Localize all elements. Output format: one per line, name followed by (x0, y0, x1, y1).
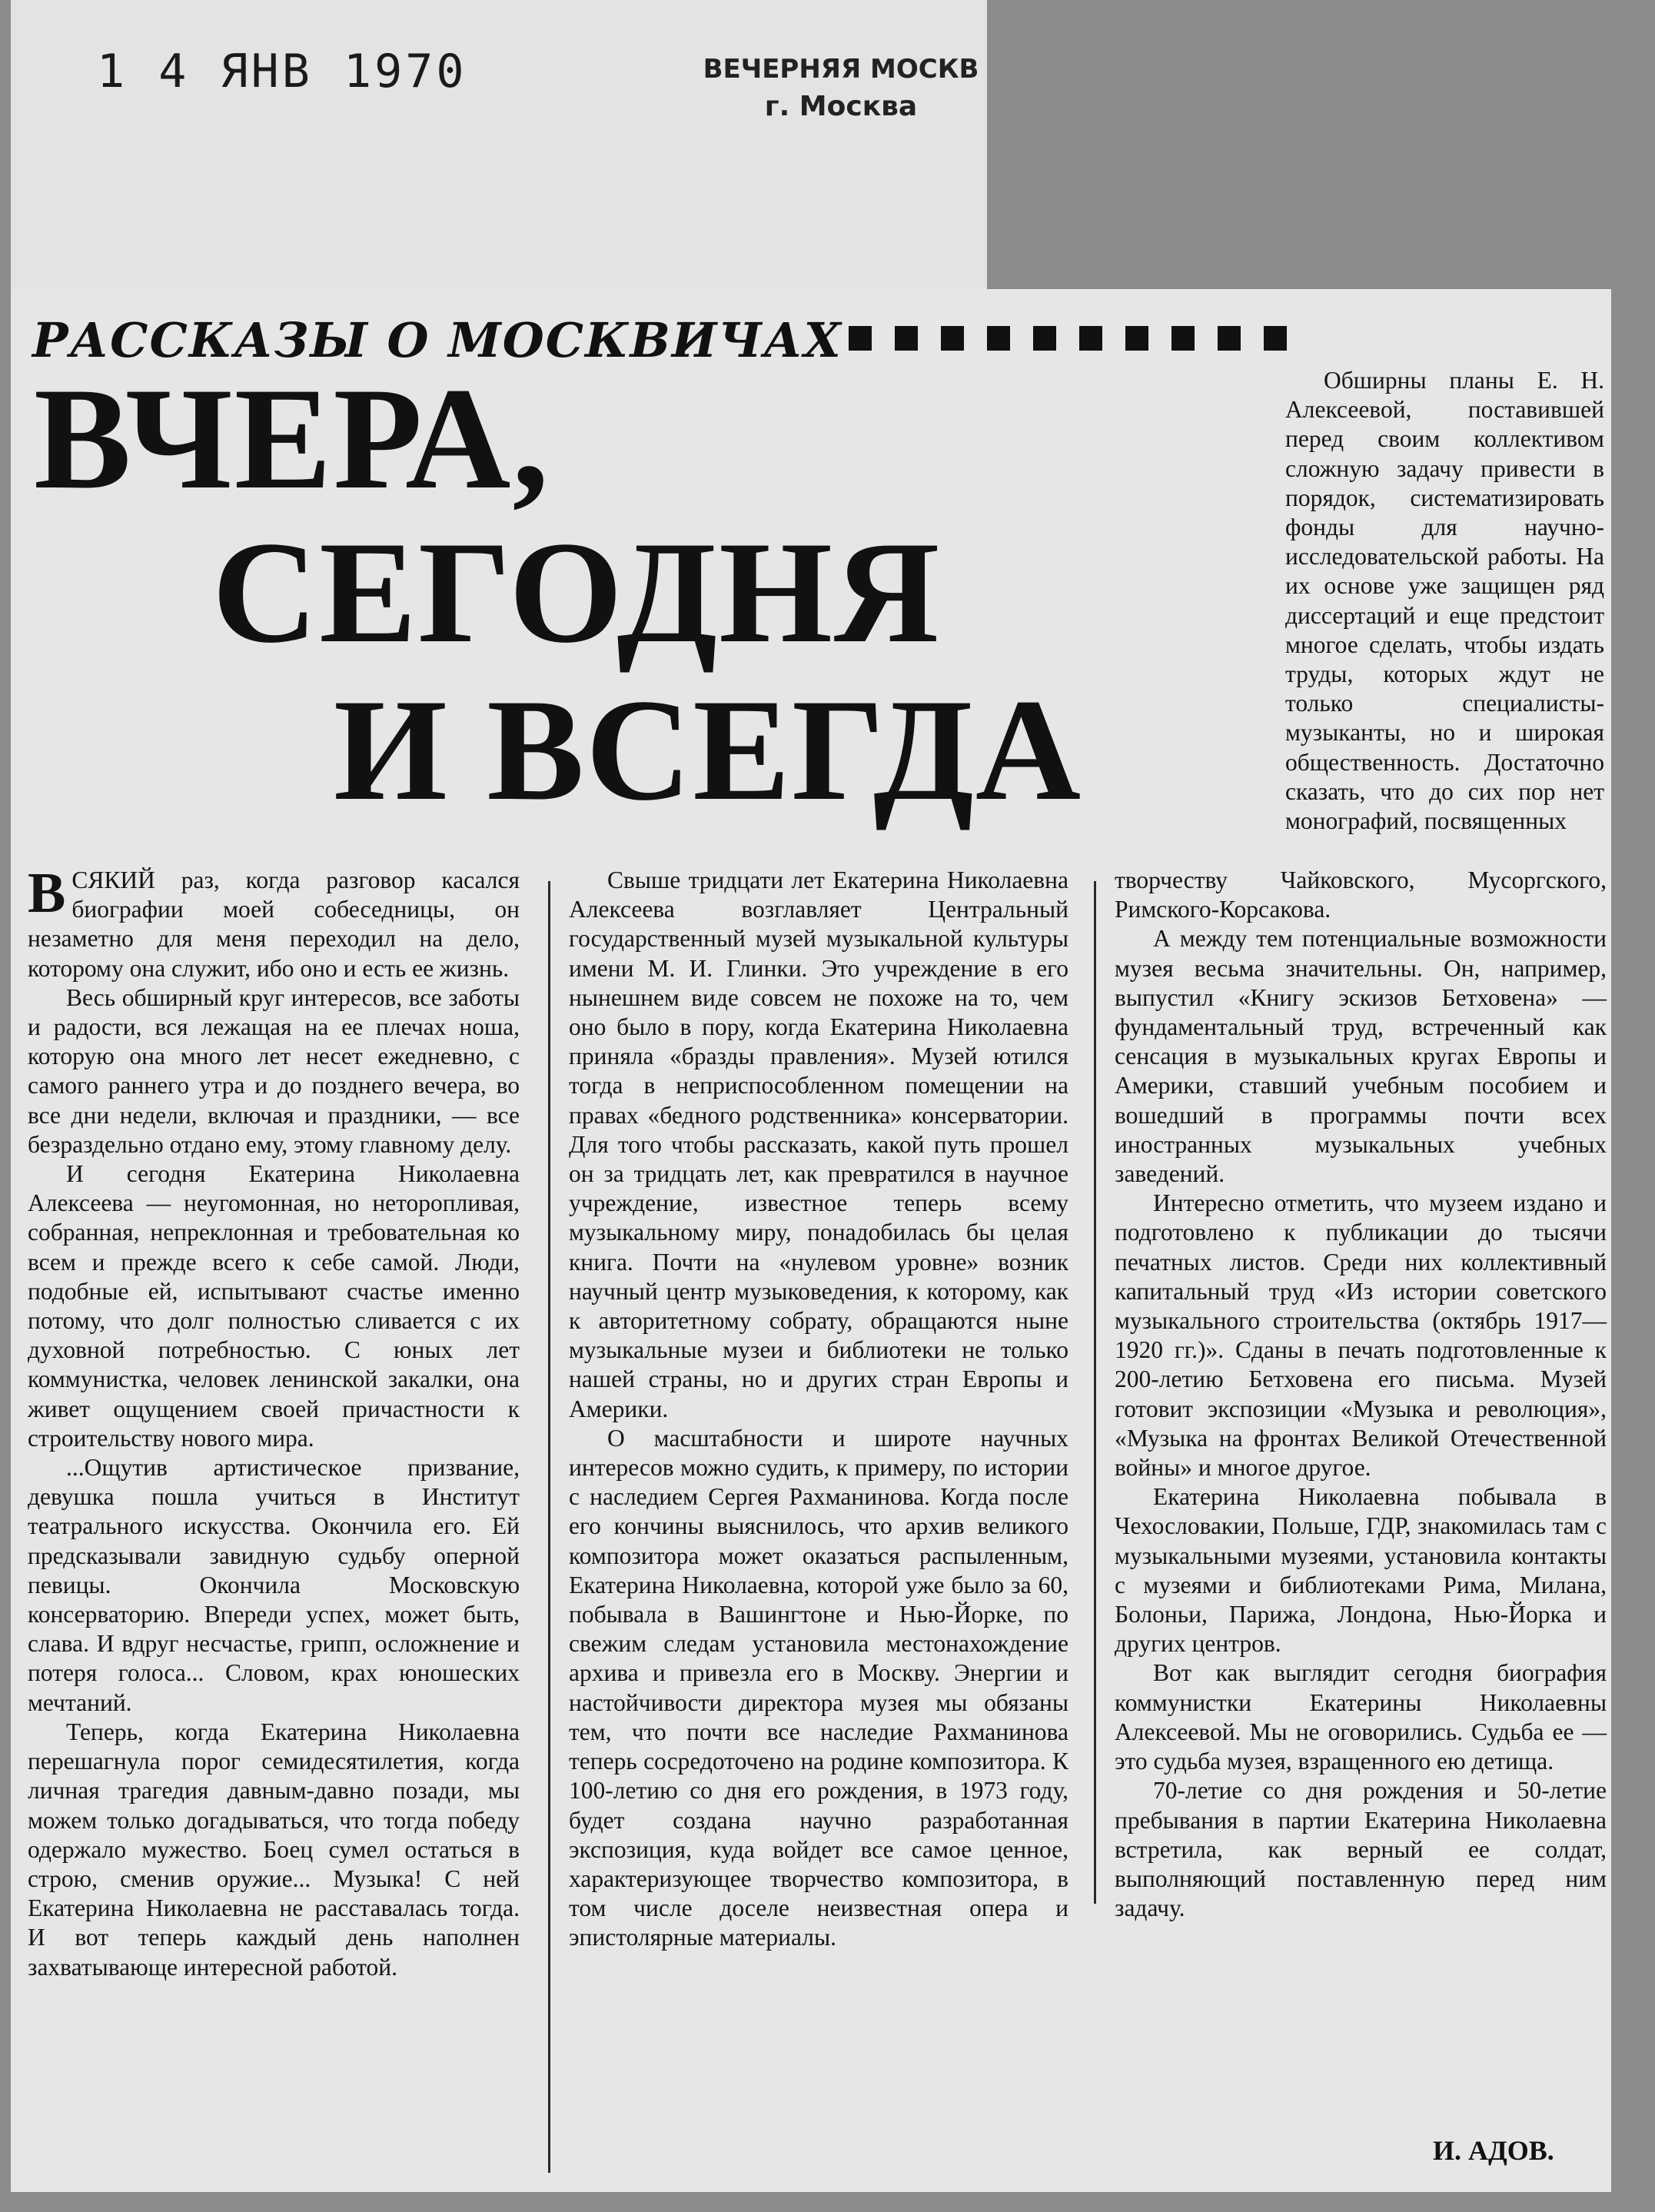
article-column-3 (1115, 866, 1607, 1923)
stamp-newspaper (687, 54, 995, 122)
paragraph: Интересно отметить, что музеем издано и подготовлено к публикации до тысячи печатных листов. Среди них коллективный капитальный труд «Из истории советского музыкального строительства (октябрь 1917—1920 гг.)». Сданы в печать подготовленные к 200-летию Бетховена его письма. Музей готовит экспозиции «Музыка и революция», «Музыка на фронтах Великой Отечественной войны» и многое другое. (1115, 1189, 1607, 1482)
paragraph: ВСЯКИЙ раз, когда разговор касался биографии моей собеседницы, он незаметно для меня переходил на дело, которому она служит, ибо оно и есть ее жизнь. (28, 862, 520, 982)
drop-cap: В (28, 862, 66, 925)
paragraph: Теперь, когда Екатерина Николаевна перешагнула порог семидесятилетия, когда личная трагедия давным-давно позади, мы можем только догадываться, что тогда победу одержало мужество. Боец сумел остаться в строю, сменив оружие... Музыка! С ней Екатерина Николаевна не расставалась тогда. И вот теперь каждый день наполнен захватывающе интересной работой. (28, 1718, 520, 1981)
stamp-date: 1 4 ЯНВ 1970 (97, 45, 467, 98)
article-column-2 (569, 866, 1068, 1953)
rubric-decoration (849, 326, 1287, 357)
paragraph: Весь обширный круг интересов, все заботы и радости, вся лежащая на ее плечах ноша, которую она много лет несет ежедневно, с самого раннего утра и до позднего вечера, во все дни недели, включая и праздники, — все безраздельно отдано ему, этому главному делу. (28, 983, 520, 1158)
article-column-1 (28, 862, 520, 1982)
paragraph: 70-летие со дня рождения и 50-летие пребывания в партии Екатерина Николаевна встретила, как верный ее солдат, выполняющий поставленную перед ним задачу. (1115, 1777, 1607, 1922)
paragraph: творчеству Чайковского, Мусоргского, Римского-Корсакова. (1115, 867, 1607, 923)
paragraph: А между тем потенциальные возможности музея весьма значительны. Он, например, выпустил «Книгу эскизов Бетховена» — фундаментальный труд, встреченный как сенсация в музыкальных кругах Европы и Америки, ставший учебным пособием и вошедший в программы почти всех иностранных музыкальных учебных заведений. (1115, 925, 1607, 1188)
column-divider (548, 881, 550, 2173)
paragraph: О масштабности и широте научных интересов можно судить, к примеру, по истории с наследием Сергея Рахманинова. Когда после его кончины выяснилось, что архив великого композитора может оказаться распыленным, Екатерина Николаевна, которой уже было за 60, побывала в Вашингтоне и Нью-Йорке, по свежим следам установила местонахождение архива и привезла его в Москву. Энергии и настойчивости директора музея мы обязаны тем, что почти все наследие Рахманинова теперь сосредоточено на родине композитора. К 100-летию со дня его рождения, в 1973 году, будет создана научно разработанная экспозиция, куда войдет все самое ценное, характеризующее творчество композитора, в том числе доселе неизвестная опера и эпистолярные материалы. (569, 1424, 1068, 1951)
headline-line-3: И ВСЕГДА (334, 670, 1083, 831)
paragraph: ...Ощутив артистическое призвание, девушка пошла учиться в Институт театрального искусства. Окончила его. Ей предсказывали завидную судьбу оперной певицы. Окончила Московскую консерваторию. Впереди успех, может быть, слава. И вдруг несчастье, грипп, осложнение и потеря голоса... Словом, крах юношеских мечтаний. (28, 1454, 520, 1716)
headline-line-2: СЕГОДНЯ (212, 512, 942, 674)
stamp-city: г. Москва (764, 91, 918, 122)
author-signature: И. АДОВ. (1433, 2135, 1554, 2166)
headline-line-1: ВЧЕРА, (34, 358, 550, 520)
archive-stamp-area (11, 0, 987, 292)
sidebar-paragraph: Обширны планы Е. Н. Алексеевой, поставившей перед своим коллективом сложную задачу привести в порядок, систематизировать фонды для научно-исследовательской работы. На их основе уже защищен ряд диссертаций и еще предстоит многое сделать, чтобы издать труды, которых ждут не только специалисты-музыканты, но и широкая общественность. Достаточно сказать, что до сих пор нет монографий, посвященных (1285, 367, 1604, 835)
column-divider (1094, 881, 1096, 1904)
rubric: РАССКАЗЫ О МОСКВИЧАХ (32, 312, 842, 368)
newspaper-clipping (11, 289, 1611, 2192)
paragraph: Вот как выглядит сегодня биография коммунистки Екатерины Николаевны Алексеевой. Мы не оговорились. Судьба ее — это судьба музея, взращенного ею детища. (1115, 1659, 1607, 1775)
paragraph: И сегодня Екатерина Николаевна Алексеева — неугомонная, но неторопливая, собранная, непреклонная и требовательная ко всем и прежде всего к себе самой. Люди, подобные ей, испытывают счастье именно потому, что долг полностью сливается с их духовной потребностью. С юных лет коммунистка, человек ленинской закалки, она живет ощущением своей причастности к строительству нового мира. (28, 1160, 520, 1452)
paragraph: Екатерина Николаевна побывала в Чехословакии, Польше, ГДР, знакомилась там с музыкальными музеями, установила контакты с музеями и библиотеками Рима, Милана, Болоньи, Парижа, Лондона, Нью-Йорка и других центров. (1115, 1483, 1607, 1658)
sidebar-column (1285, 366, 1604, 836)
paragraph: Свыше тридцати лет Екатерина Николаевна Алексеева возглавляет Центральный государственный музей музыкальной культуры имени М. И. Глинки. Это учреждение в его нынешнем виде совсем не похоже на то, чем оно было в пору, когда Екатерина Николаевна приняла «бразды правления». Музей ютился тогда в неприспособленном помещении на правах «бедного родственника» консерватории. Для того чтобы рассказать, какой путь прошел он за тридцать лет, как превратился в научное учреждение, известное теперь всему музыкальному миру, понадобилась бы целая книга. Почти на «нулевом уровне» возник научный центр музыковедения, к которому, как к авторитетному собрату, обращаются ныне музыкальные музеи и библиотеки не только нашей страны, но и других стран Европы и Америки. (569, 867, 1068, 1422)
stamp-newspaper-name: ВЕЧЕРНЯЯ МОСКВ (703, 54, 979, 85)
